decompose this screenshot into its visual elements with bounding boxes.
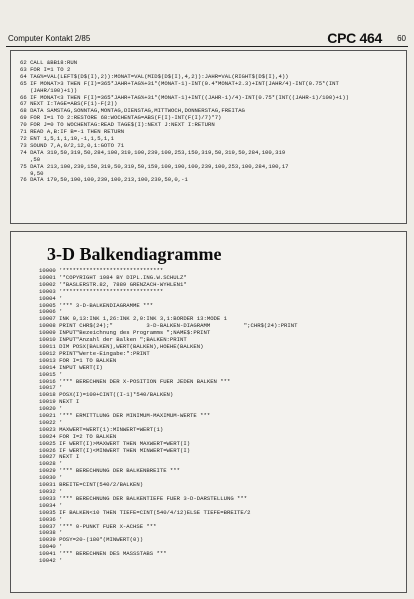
code-line: 10030 ': [39, 474, 63, 482]
code-line: 10002 '*BASLERSTR.82, 7889 GRENZACH-WYHLEN1*: [39, 280, 187, 288]
code-line: 10008 PRINT CHR$(24);" 3-D-BALKEN-DIAGRAMM ";CHR$(24):PRINT: [39, 322, 298, 330]
listing-box-top: [10, 50, 407, 224]
computer-model-title: CPC 464: [327, 30, 382, 46]
code-line: 63 FOR I=1 TO 2: [20, 65, 71, 73]
code-line: 10001 '*COPYRIGHT 1984 BY DIPL.ING.W.SCHULZ*: [39, 273, 187, 281]
code-line: 10000 '******************************: [39, 267, 164, 274]
code-line: 10005 '*** 3-D-BALKENDIAGRAMME ***: [39, 301, 154, 309]
code-line: 10006 ': [39, 308, 63, 316]
code-line: ,50: [20, 155, 41, 163]
article-box: [10, 231, 407, 593]
code-line: 10017 ': [39, 384, 63, 392]
code-line: 10041 '*** BERECHNEN DES MASSSTABS ***: [39, 550, 167, 558]
code-line: 10028 ': [39, 460, 63, 468]
code-line: 71 READ A,B:IF B=-1 THEN RETURN: [20, 128, 125, 136]
code-line: 67 NEXT I:TAGE=ABS(F(1)-F(2)): [20, 100, 118, 108]
code-line: 10012 PRINT"Werte-Eingabe:":PRINT: [39, 349, 150, 357]
code-line: 10022 ': [39, 418, 63, 426]
code-line: 75 DATA 213,100,239,150,319,50,319,50,159,100,190,100,239,100,253,100,284,100,17: [20, 162, 289, 170]
code-line: 76 DATA 179,50,190,100,239,100,213,100,239,50,0,-1: [20, 176, 188, 184]
code-line: 10026 IF WERT(I)<MINWERT THEN MINWERT=WERT(I): [39, 446, 191, 454]
code-line: 10013 FOR I=1 TO BALKEN: [39, 356, 117, 364]
code-line: 66 IF MONAT<3 THEN F(I)=365*JAHR+TAG%+31*(MONAT-1)+INT((JAHR-1)/4)-INT(0.75*(INT((JAHR-1)/100)+1)): [20, 93, 349, 101]
code-line: 10032 ': [39, 488, 63, 495]
code-line: 10037 '*** 0-PUNKT FUER X-ACHSE ***: [39, 522, 157, 530]
code-line: 10029 '*** BERECHNUNG DER BALKENBREITE ***: [39, 467, 180, 475]
code-line: 10027 NEXT I: [39, 453, 80, 461]
article-title: 3-D Balkendiagramme: [47, 244, 222, 264]
code-line: 10009 INPUT"Bezeichnung des Programms ";NAME$:PRINT: [39, 329, 211, 337]
code-listing-top: [20, 60, 349, 184]
code-line: 10010 INPUT"Anzahl der Balken ";BALKEN:PRINT: [39, 336, 187, 344]
code-line: 10039 POSY=20-(180*(MINWERT(0)): [39, 536, 144, 544]
code-line: 10014 INPUT WERT(I): [39, 363, 103, 371]
code-line: 70 FOR J=0 TO WOCHENTAG:READ TAGE$(I):NEXT J:NEXT I:RETURN: [20, 121, 215, 129]
code-line: 64 TAG%=VAL(LEFT$(D$(I),2)):MONAT=VAL(MID$(D$(I),4,2)):JAHR=VAL(RIGHT$(D$(I),4)): [20, 72, 289, 80]
code-line: 10021 '*** ERMITTLUNG DER MINIMUM-MAXIMUM-WERTE ***: [39, 412, 211, 420]
code-line: 10033 '*** BERECHNUNG DER BALKENTIEFE FUER 3-D-DARSTELLUNG ***: [39, 494, 248, 502]
code-line: 10016 '*** BERECHNEN DER X-POSITION FUER JEDEN BALKEN ***: [39, 377, 231, 385]
code-line: 68 DATA SAMSTAG,SONNTAG,MONTAG,DIENSTAG,MITTWOCH,DONNERSTAG,FREITAG: [20, 107, 245, 115]
code-line: 10011 DIM POSX(BALKEN),WERT(BALKEN),HOEHE(BALKEN): [39, 342, 204, 350]
page-number: 60: [397, 34, 406, 43]
code-line: 65 IF MONAT>3 THEN F(I)=365*JAHR+TAG%+31*(MONAT-1)-INT(0.4*MONAT+2.3)+INT(JAHR/4)-INT(0.75*(INT: [20, 79, 339, 87]
code-line: 73 SOUND 7,A,0/2,12,0,1:GOTO 71: [20, 141, 125, 149]
code-line: 62 CALL &BB18:RUN: [20, 59, 78, 66]
code-listing-bottom: [39, 268, 297, 565]
code-line: 10007 INK 0,13:INK 1,26:INK 2,0:INK 3,1:BORDER 13:MODE 1: [39, 315, 227, 323]
code-line: 10015 ': [39, 370, 63, 378]
code-line: 10003 '******************************: [39, 287, 164, 295]
code-line: 10040 ': [39, 543, 63, 551]
code-line: 74 DATA 319,50,319,50,284,100,319,100,239,100,253,150,319,50,319,50,284,100,319: [20, 148, 286, 156]
code-line: 10025 IF WERT(I)>MAXWERT THEN MAXWERT=WERT(I): [39, 439, 191, 447]
code-line: 10024 FOR I=2 TO BALKEN: [39, 432, 117, 440]
code-line: 10036 ': [39, 515, 63, 523]
code-line: 10019 NEXT I: [39, 398, 80, 406]
code-line: 72 ENT 1,5,1,1,10,-1,1,5,1,1: [20, 134, 114, 142]
code-line: 10020 ': [39, 405, 63, 413]
code-line: 10018 POSX(I)=100+CINT((I-1)*540/BALKEN): [39, 391, 174, 399]
code-line: 10004 ': [39, 294, 63, 302]
code-line: 10042 ': [39, 557, 63, 565]
code-line: 10034 ': [39, 501, 63, 509]
code-line: 10035 IF BALKEN<10 THEN TIEFE=CINT(540/4/12)ELSE TIEFE=BREITE/2: [39, 508, 251, 516]
magazine-name: Computer Kontakt 2/85: [8, 34, 91, 43]
code-line: 9,50: [20, 169, 44, 177]
code-line: 10023 MAXWERT=WERT(1):MINWERT=WERT(1): [39, 425, 164, 433]
code-line: 10038 ': [39, 529, 63, 537]
code-line: 69 FOR I=1 TO 2:RESTORE 68:WOCHENTAG=ABS(F(I)-INT(F(I)/7)*7): [20, 114, 222, 122]
code-line: (JAHR/100)+1)): [20, 86, 78, 94]
code-line: 10031 BREITE=CINT(540/2/BALKEN): [39, 481, 144, 489]
page-header: [6, 30, 408, 47]
